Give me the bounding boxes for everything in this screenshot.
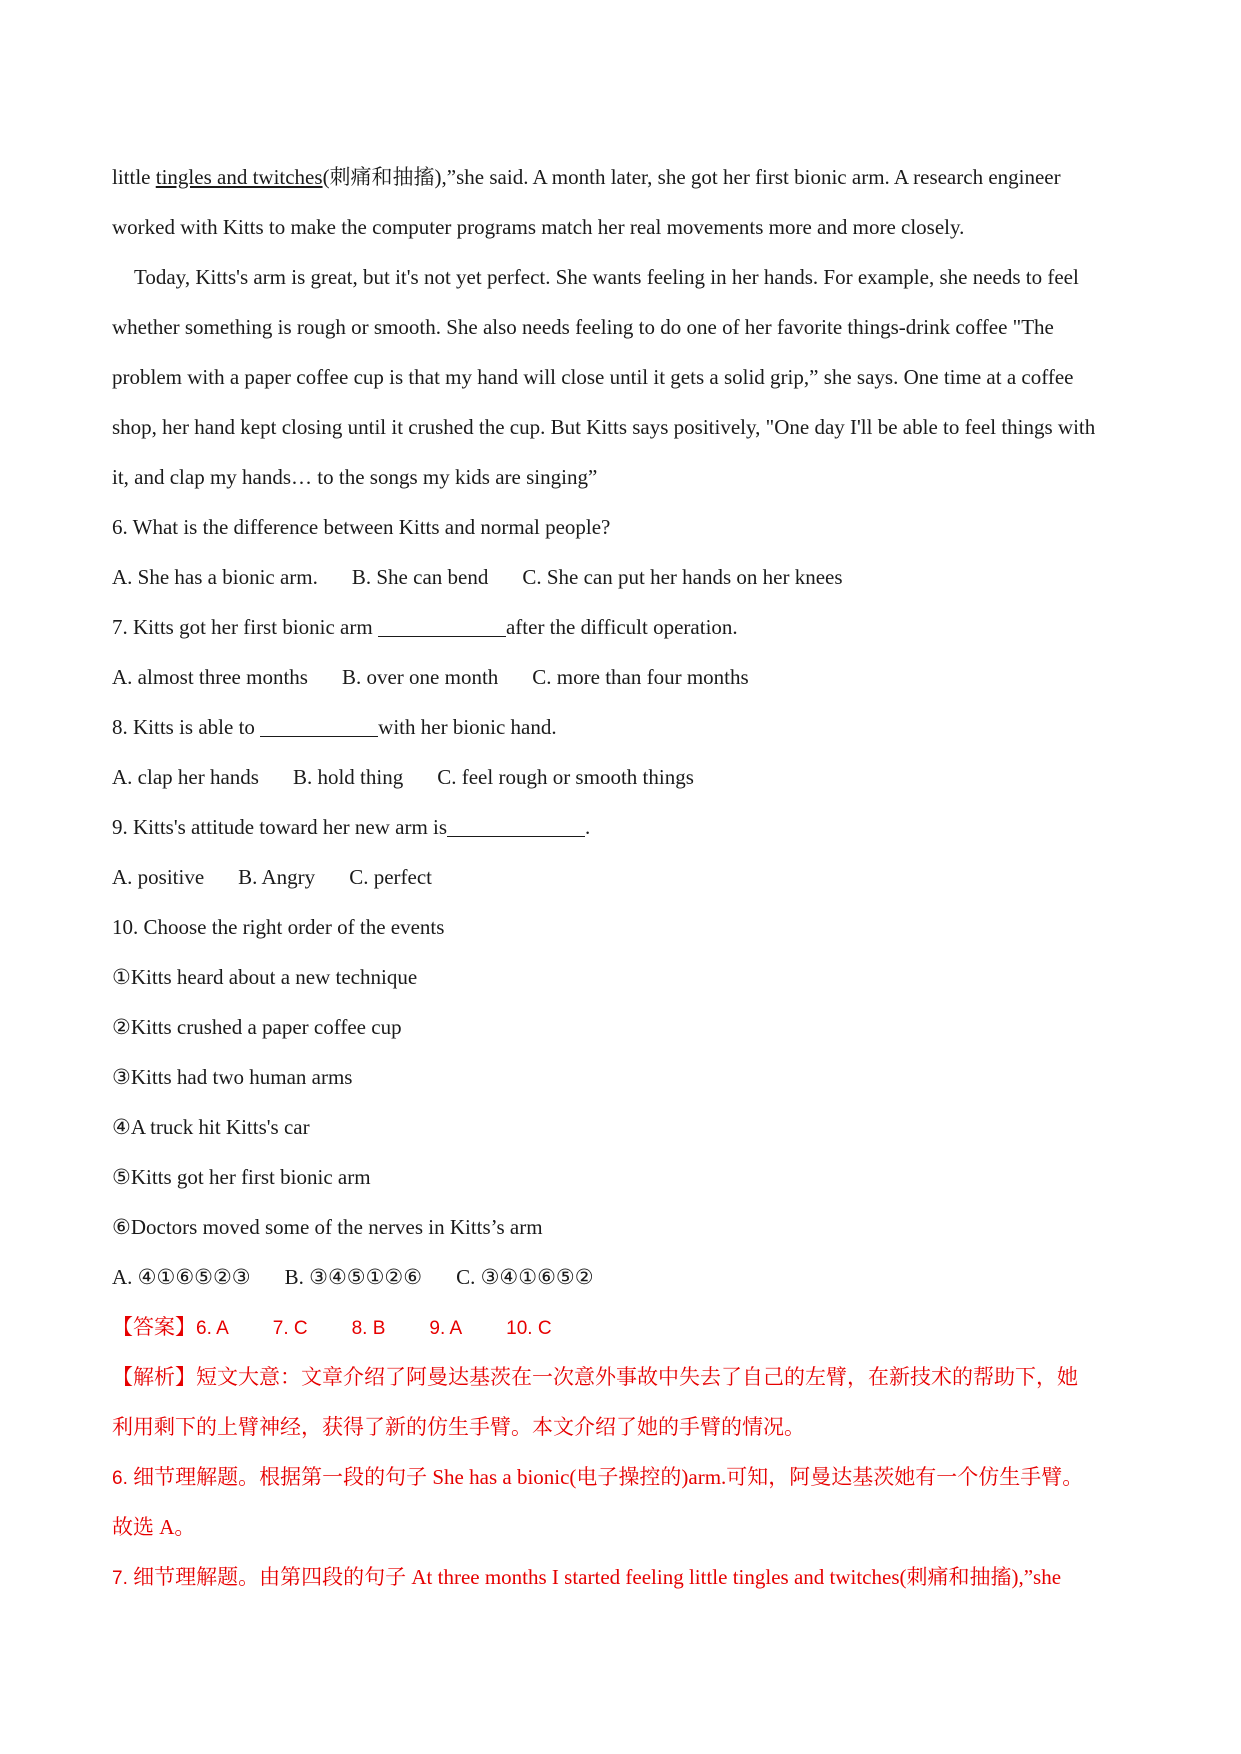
passage-text: (刺痛和抽搐),”she said. A month later, she got her first bionic arm. A research engineer [322, 165, 1061, 189]
question-7-options [112, 652, 1142, 702]
passage-line [112, 152, 1142, 202]
event-item: ③Kitts had two human arms [112, 1065, 353, 1089]
option: B. She can bend [351, 565, 489, 589]
stem-text: after the difficult operation. [505, 615, 738, 639]
passage-line: it, and clap my hands… to the songs my kids are singing” [112, 465, 598, 489]
analysis-item-6 [112, 1452, 1142, 1502]
option: A. almost three months [112, 665, 308, 689]
analysis-label: 【解析】 [112, 1365, 196, 1389]
passage-line: Today, Kitts's arm is great, but it's not yet perfect. She wants feeling in her hands. For example, she needs to feel [134, 265, 1079, 289]
question-8-stem [112, 702, 1142, 752]
passage-text: little [112, 165, 156, 189]
question-10-options [112, 1252, 1142, 1302]
question-8-options [112, 752, 1142, 802]
analysis-item-7 [112, 1552, 1142, 1602]
passage-line: whether something is rough or smooth. She also needs feeling to do one of her favorite things-drink coffee "The [112, 315, 1054, 339]
analysis-item-6-cont: 故选 A。 [112, 1515, 196, 1539]
answer-item: 6. A [196, 1318, 229, 1339]
passage-line: problem with a paper coffee cup is that my hand will close until it gets a solid grip,” she says. One time at a coffee [112, 365, 1074, 389]
answer-item: 8. B [351, 1318, 386, 1339]
stem-text: 9. Kitts's attitude toward her new arm is [112, 815, 448, 839]
stem-text: 7. Kitts got her first bionic arm [112, 615, 378, 639]
event-item: ④A truck hit Kitts's car [112, 1115, 310, 1139]
option: C. more than four months [532, 665, 749, 689]
event-item: ①Kitts heard about a new technique [112, 965, 418, 989]
stem-text: with her bionic hand. [378, 715, 557, 739]
answer-blank [378, 614, 506, 637]
answer-item: 7. C [272, 1318, 308, 1339]
underlined-phrase: tingles and twitches [155, 165, 323, 189]
answer-blank [260, 714, 378, 737]
analysis-number: 6. [112, 1468, 134, 1489]
answer-item: 10. C [506, 1318, 552, 1339]
option: A. ④①⑥⑤②③ [112, 1265, 251, 1289]
answer-item: 9. A [429, 1318, 463, 1339]
analysis-summary-cont: 利用剩下的上臂神经，获得了新的仿生手臂。本文介绍了她的手臂的情况。 [112, 1415, 805, 1439]
option: A. She has a bionic arm. [112, 565, 318, 589]
analysis-text: 细节理解题。根据第一段的句子 She has a bionic(电子操控的)arm.可知，阿曼达基茨她有一个仿生手臂。 [133, 1465, 1084, 1489]
option: B. hold thing [292, 765, 404, 789]
question-6-stem: 6. What is the difference between Kitts and normal people? [112, 515, 611, 539]
question-10-stem: 10. Choose the right order of the events [112, 915, 445, 939]
option: B. ③④⑤①②⑥ [284, 1265, 423, 1289]
document-page [112, 152, 1142, 1602]
stem-text: 8. Kitts is able to [112, 715, 261, 739]
option: B. over one month [341, 665, 499, 689]
option: A. clap her hands [112, 765, 259, 789]
option: C. feel rough or smooth things [437, 765, 694, 789]
answer-blank [447, 814, 585, 837]
option: C. ③④①⑥⑤② [456, 1265, 594, 1289]
stem-text: . [585, 815, 591, 839]
analysis-number: 7. [112, 1568, 134, 1589]
analysis-text: 细节理解题。由第四段的句子 At three months I started feeling little tingles and twitches(刺痛和抽搐),”she [133, 1565, 1062, 1589]
option: B. Angry [238, 865, 316, 889]
event-item: ⑤Kitts got her first bionic arm [112, 1165, 371, 1189]
question-7-stem [112, 602, 1142, 652]
answer-key [112, 1302, 1142, 1352]
passage-line: shop, her hand kept closing until it crushed the cup. But Kitts says positively, "One day I'll be able to feel things with [112, 415, 1096, 439]
question-9-stem [112, 802, 1142, 852]
passage-line: worked with Kitts to make the computer programs match her real movements more and more closely. [112, 215, 965, 239]
option: C. She can put her hands on her knees [522, 565, 843, 589]
question-6-options [112, 552, 1142, 602]
analysis-text: 短文大意：文章介绍了阿曼达基茨在一次意外事故中失去了自己的左臂，在新技术的帮助下，她 [196, 1365, 1078, 1389]
option: C. perfect [349, 865, 432, 889]
event-item: ②Kitts crushed a paper coffee cup [112, 1015, 402, 1039]
analysis-summary [112, 1352, 1142, 1402]
option: A. positive [112, 865, 205, 889]
event-item: ⑥Doctors moved some of the nerves in Kitts’s arm [112, 1215, 543, 1239]
answer-label: 【答案】 [112, 1315, 196, 1339]
question-9-options [112, 852, 1142, 902]
